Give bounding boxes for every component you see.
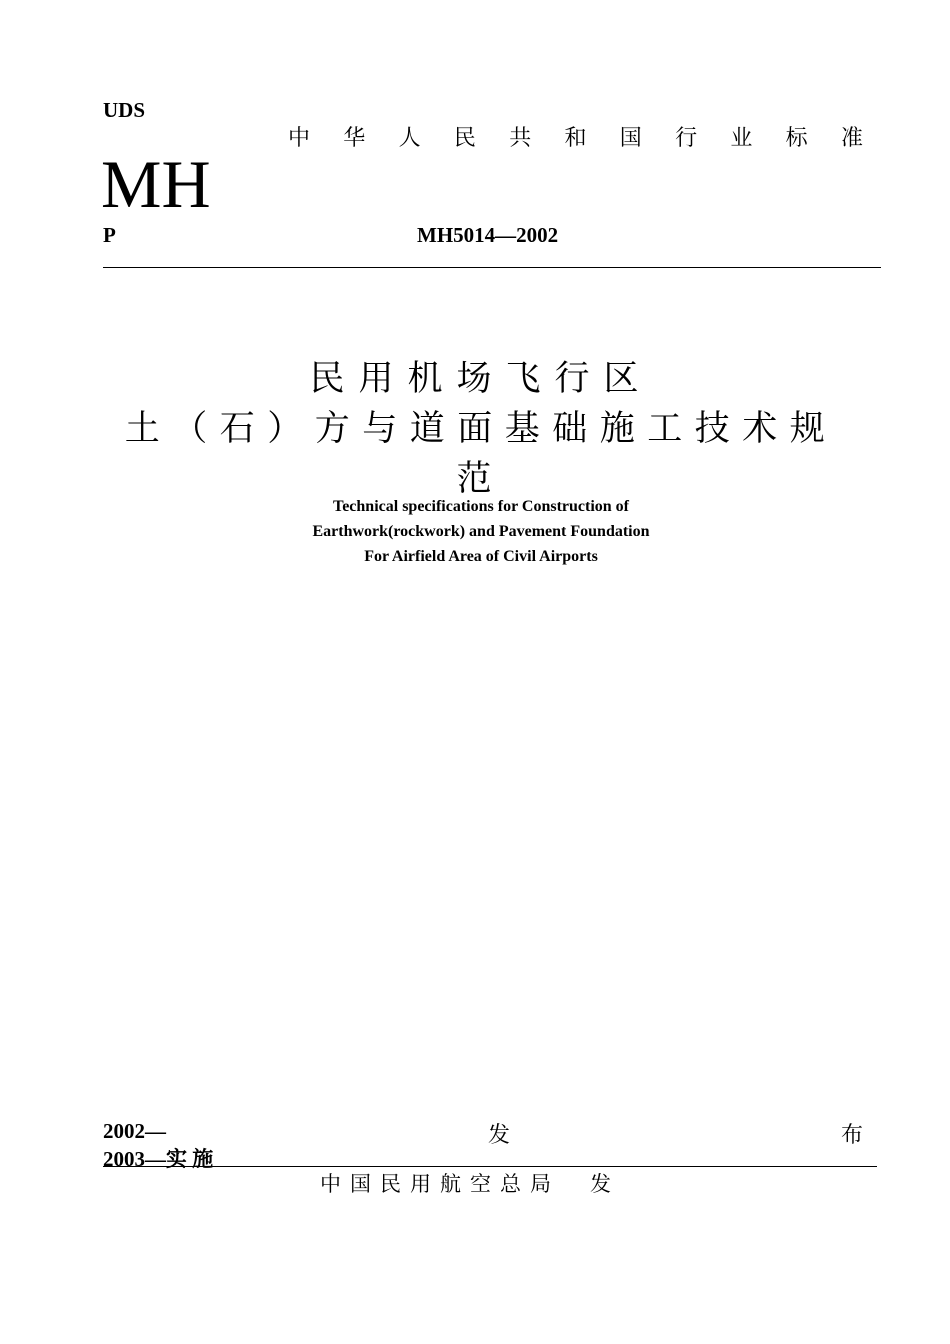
header-divider xyxy=(103,267,881,268)
standard-name-char: 中 xyxy=(288,126,311,151)
title-zh-line-1: 民用机场飞行区 xyxy=(309,359,653,399)
mh-logo-text: MH xyxy=(101,146,211,222)
standard-name-char: 准 xyxy=(840,126,863,151)
standard-name-char: 标 xyxy=(785,126,808,151)
standard-name-char: 业 xyxy=(730,126,753,151)
standard-name-char: 人 xyxy=(398,126,421,151)
publish-label: 布 xyxy=(841,1123,864,1148)
standard-name-char: 共 xyxy=(509,126,532,151)
standard-category-title xyxy=(288,121,863,152)
title-en-line-1: Technical specifications for Construction of xyxy=(333,498,629,515)
uds-label: UDS xyxy=(103,98,146,122)
standard-name-char: 行 xyxy=(675,126,698,151)
issue-label: 发 xyxy=(488,1123,511,1148)
title-zh-line-3: 范 xyxy=(456,459,506,499)
issuing-authority: 中国民用航空总局 发 xyxy=(320,1172,620,1196)
standard-name-char: 华 xyxy=(343,126,366,151)
title-en-line-3: For Airfield Area of Civil Airports xyxy=(364,548,598,565)
issue-date: 2002— xyxy=(103,1119,166,1143)
implementation-date: 2003—实 施 xyxy=(103,1147,214,1171)
title-en-line-2: Earthwork(rockwork) and Pavement Foundation xyxy=(312,523,650,540)
standard-name-char: 国 xyxy=(619,126,642,151)
standard-name-char: 民 xyxy=(453,126,476,151)
standard-name-char: 和 xyxy=(564,126,587,151)
footer-divider xyxy=(103,1166,877,1167)
classification-label: P xyxy=(103,223,116,247)
standard-code: MH5014—2002 xyxy=(417,223,559,247)
title-zh-line-2: 土（石）方与道面基础施工技术规 xyxy=(124,409,838,449)
